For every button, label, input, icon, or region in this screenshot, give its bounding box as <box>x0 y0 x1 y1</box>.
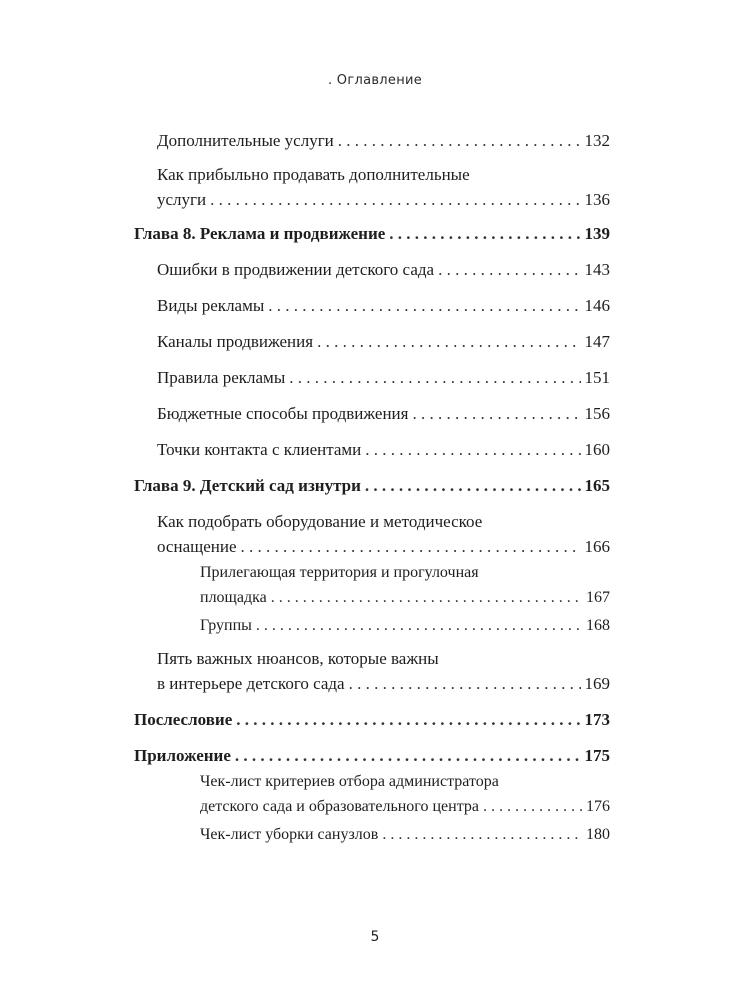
toc-entry-title: услуги <box>157 190 207 209</box>
toc-entry-page: 169 <box>584 674 610 693</box>
toc-entry[interactable] <box>134 221 610 246</box>
toc-entry-title: Приложение <box>134 746 231 765</box>
dot-leader <box>389 221 580 246</box>
dot-leader <box>412 401 580 426</box>
toc-entry[interactable] <box>134 560 610 610</box>
toc-entry-page: 168 <box>586 617 610 634</box>
toc-entry[interactable] <box>134 401 610 426</box>
toc-entry-title: Бюджетные способы продвижения <box>157 404 409 423</box>
toc-entry-page: 146 <box>584 296 610 315</box>
toc-entry-title: Дополнительные услуги <box>157 131 334 150</box>
toc-entry[interactable] <box>134 769 610 819</box>
toc-entry-page: 175 <box>584 746 610 765</box>
toc-entry-page: 180 <box>586 826 610 843</box>
toc-entry-page: 176 <box>586 798 610 815</box>
dot-leader <box>268 293 580 318</box>
toc-entry-title: Глава 9. Детский сад изнутри <box>134 476 361 495</box>
toc-entry-page: 143 <box>584 260 610 279</box>
toc-entry-page: 160 <box>584 440 610 459</box>
toc-entry[interactable] <box>134 365 610 390</box>
toc-entry-title: Группы <box>200 617 252 634</box>
dot-leader <box>210 187 580 212</box>
toc-entry-title-line: Чек-лист критериев отбора администратора <box>200 773 499 790</box>
toc-entry-title: Глава 8. Реклама и продвижение <box>134 224 386 243</box>
toc-entry[interactable] <box>134 743 610 768</box>
toc-entry-page: 151 <box>584 368 610 387</box>
toc-entry-page: 147 <box>584 332 610 351</box>
toc-entry-title: площадка <box>200 589 267 606</box>
toc-entry-title: Ошибки в продвижении детского сада <box>157 260 435 279</box>
toc-entry[interactable] <box>134 473 610 498</box>
dot-leader <box>382 822 582 847</box>
toc-entry[interactable] <box>134 293 610 318</box>
toc-entry-title: Правила рекламы <box>157 368 286 387</box>
toc-entry-title: в интерьере детского сада <box>157 674 345 693</box>
dot-leader <box>271 585 582 610</box>
toc-entry-page: 165 <box>584 476 610 495</box>
toc-entry-title: Послесловие <box>134 710 233 729</box>
toc-entry[interactable] <box>134 257 610 282</box>
toc-entry[interactable] <box>134 646 610 696</box>
toc-entry-page: 156 <box>584 404 610 423</box>
toc-entry-page: 173 <box>584 710 610 729</box>
toc-entry-title: Точки контакта с клиентами <box>157 440 362 459</box>
page-number: 5 <box>370 929 380 945</box>
toc-entry-page: 132 <box>584 131 610 150</box>
dot-leader <box>289 365 580 390</box>
dot-leader <box>256 613 582 638</box>
toc-entry[interactable] <box>134 329 610 354</box>
toc-entry[interactable] <box>134 437 610 462</box>
dot-leader <box>235 743 581 768</box>
dot-leader <box>241 534 581 559</box>
toc-entry-title-line: Как прибыльно продавать дополнительные <box>157 165 470 184</box>
toc-entry-title: Каналы продвижения <box>157 332 314 351</box>
dot-leader <box>483 794 582 819</box>
dot-leader <box>236 707 580 732</box>
toc-entry[interactable] <box>134 509 610 559</box>
table-of-contents <box>134 128 610 847</box>
toc-entry-title: Чек-лист уборки санузлов <box>200 826 379 843</box>
toc-entry-title: Виды рекламы <box>157 296 265 315</box>
toc-entry-page: 167 <box>586 589 610 606</box>
toc-entry-title: оснащение <box>157 537 237 556</box>
toc-entry[interactable] <box>134 707 610 732</box>
toc-entry-title-line: Пять важных нюансов, которые важны <box>157 649 439 668</box>
dot-leader <box>365 473 581 498</box>
dot-leader <box>338 128 581 153</box>
toc-entry-page: 136 <box>584 190 610 209</box>
toc-entry-title: детского сада и образовательного центра <box>200 798 479 815</box>
toc-entry-page: 139 <box>584 224 610 243</box>
toc-entry[interactable] <box>134 128 610 153</box>
dot-leader <box>317 329 580 354</box>
toc-entry[interactable] <box>134 613 610 638</box>
toc-entry[interactable] <box>134 822 610 847</box>
dot-leader <box>438 257 580 282</box>
toc-entry-page: 166 <box>584 537 610 556</box>
toc-entry[interactable] <box>134 162 610 212</box>
running-head: . Оглавление <box>327 73 423 88</box>
toc-entry-title-line: Прилегающая территория и прогулочная <box>200 564 479 581</box>
toc-entry-title-line: Как подобрать оборудование и методическое <box>157 512 483 531</box>
dot-leader <box>365 437 580 462</box>
dot-leader <box>349 671 581 696</box>
